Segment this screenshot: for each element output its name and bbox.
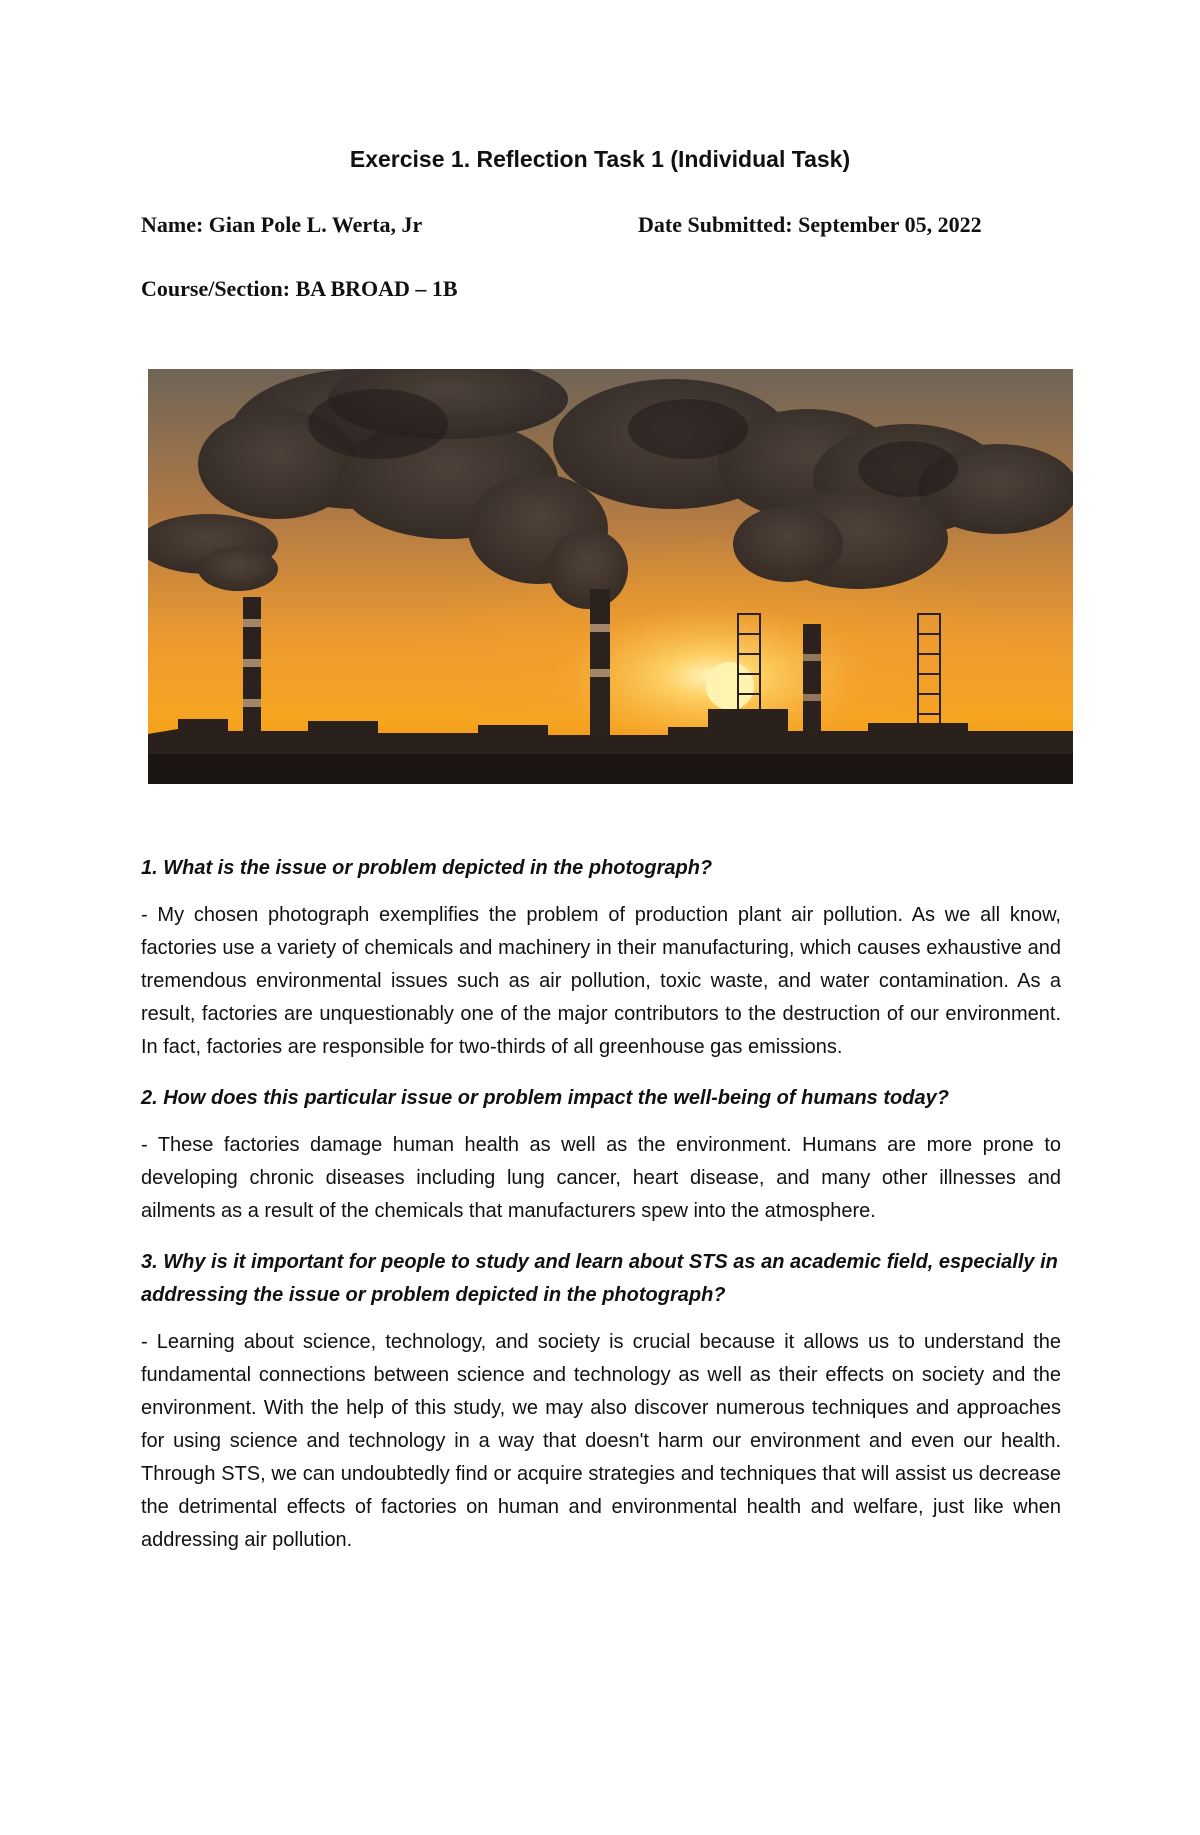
date-submitted: Date Submitted: September 05, 2022 [638, 212, 982, 237]
question-3: 3. Why is it important for people to study and learn about STS as an academic field, especially in addressing the issue or problem depicted in the photograph? [141, 1251, 1058, 1306]
answer-2: - These factories damage human health as well as the environment. Humans are more prone to developing chronic diseases including lung cancer, heart disease, and many other illnesses and ailments as a result of the chemicals that manufacturers spew into the atmosphere. [141, 1134, 1061, 1222]
student-name: Name: Gian Pole L. Werta, Jr [141, 212, 423, 237]
factory-pollution-photo [148, 369, 1073, 784]
answer-3: - Learning about science, technology, and society is crucial because it allows us to understand the fundamental connections between science and technology as well as their effects on society and the environment. With the help of this study, we may also discover numerous techniques and approaches for using science and technology in a way that doesn't harm our environment and even our health. Through STS, we can undoubtedly find or acquire strategies and techniques that will assist us decrease the detrimental effects of factories on human and environmental health and welfare, just like when addressing air pollution. [141, 1331, 1061, 1551]
question-2: 2. How does this particular issue or problem impact the well-being of humans today? [141, 1087, 949, 1109]
answer-1: - My chosen photograph exemplifies the problem of production plant air pollution. As we all know, factories use a variety of chemicals and machinery in their manufacturing, which causes exhaustive and tremendous environmental issues such as air pollution, toxic waste, and water contamination. As a result, factories are unquestionably one of the major contributors to the destruction of our environment. In fact, factories are responsible for two-thirds of all greenhouse gas emissions. [141, 904, 1061, 1058]
reflection-content [141, 852, 1061, 1575]
document-title: Exercise 1. Reflection Task 1 (Individual Task) [349, 146, 851, 172]
question-1: 1. What is the issue or problem depicted in the photograph? [141, 857, 713, 879]
course-section: Course/Section: BA BROAD – 1B [141, 276, 458, 301]
